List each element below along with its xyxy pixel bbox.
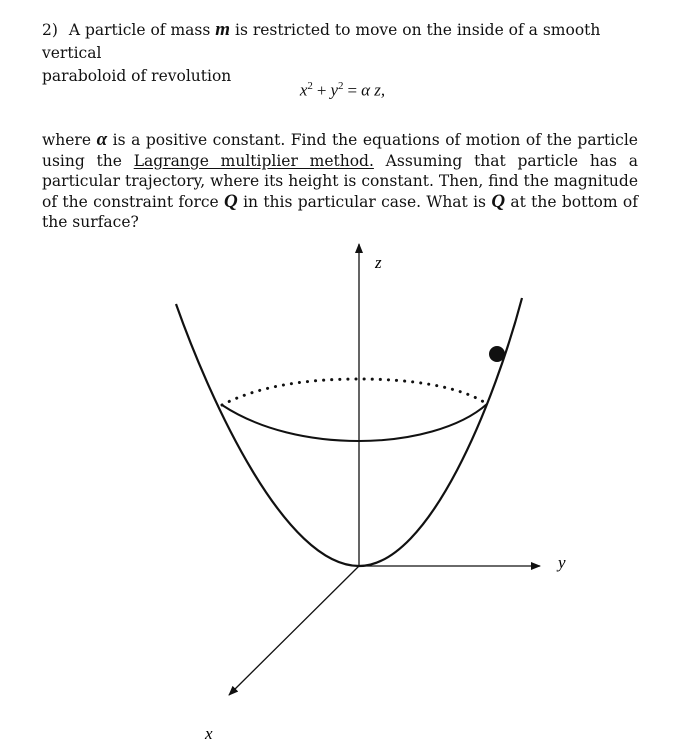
intro-text-b: is restricted to move on the inside of a smooth vertical <box>42 21 601 62</box>
eq-exp-y: 2 <box>338 80 344 92</box>
paraboloid-profile <box>176 298 522 566</box>
trajectory-front-arc <box>222 404 487 441</box>
y-axis-label: y <box>558 553 566 572</box>
x-axis <box>229 566 359 695</box>
body-part-1: is a positive constant. Find the equations of motion of the particle using the <box>42 131 638 170</box>
eq-trail: , <box>380 80 386 100</box>
lagrange-link-text: Lagrange multiplier method. <box>133 151 374 170</box>
eq-z: z <box>374 80 381 100</box>
eq-alpha: α <box>361 80 371 100</box>
eq-exp-x: 2 <box>307 80 313 92</box>
trajectory-back-arc <box>222 379 487 405</box>
eq-equals: = <box>347 80 358 100</box>
mass-symbol: m <box>215 19 231 40</box>
eq-y: y <box>330 80 339 100</box>
eq-x: x <box>299 80 308 100</box>
intro-text-a: A particle of mass <box>68 21 211 39</box>
problem-number: 2) <box>42 21 58 39</box>
alpha-symbol: α <box>96 129 108 150</box>
body-part-4: at the bottom of the surface? <box>42 192 638 231</box>
body-part-3: in this particular case. What is <box>243 192 486 211</box>
z-axis-label: z <box>375 253 382 272</box>
body-part-2: Assuming that particle has a particular trajectory, where its height is constant. Then, find the magnitude of the constraint force <box>42 151 638 211</box>
eq-plus: + <box>316 80 327 100</box>
body-where: where <box>42 131 92 149</box>
constraint-force-symbol-2: Q <box>491 190 506 212</box>
constraint-force-symbol: Q <box>224 190 238 212</box>
particle <box>489 346 505 362</box>
x-axis-label: x <box>205 724 213 743</box>
problem-line-2: paraboloid of revolution <box>42 67 232 85</box>
